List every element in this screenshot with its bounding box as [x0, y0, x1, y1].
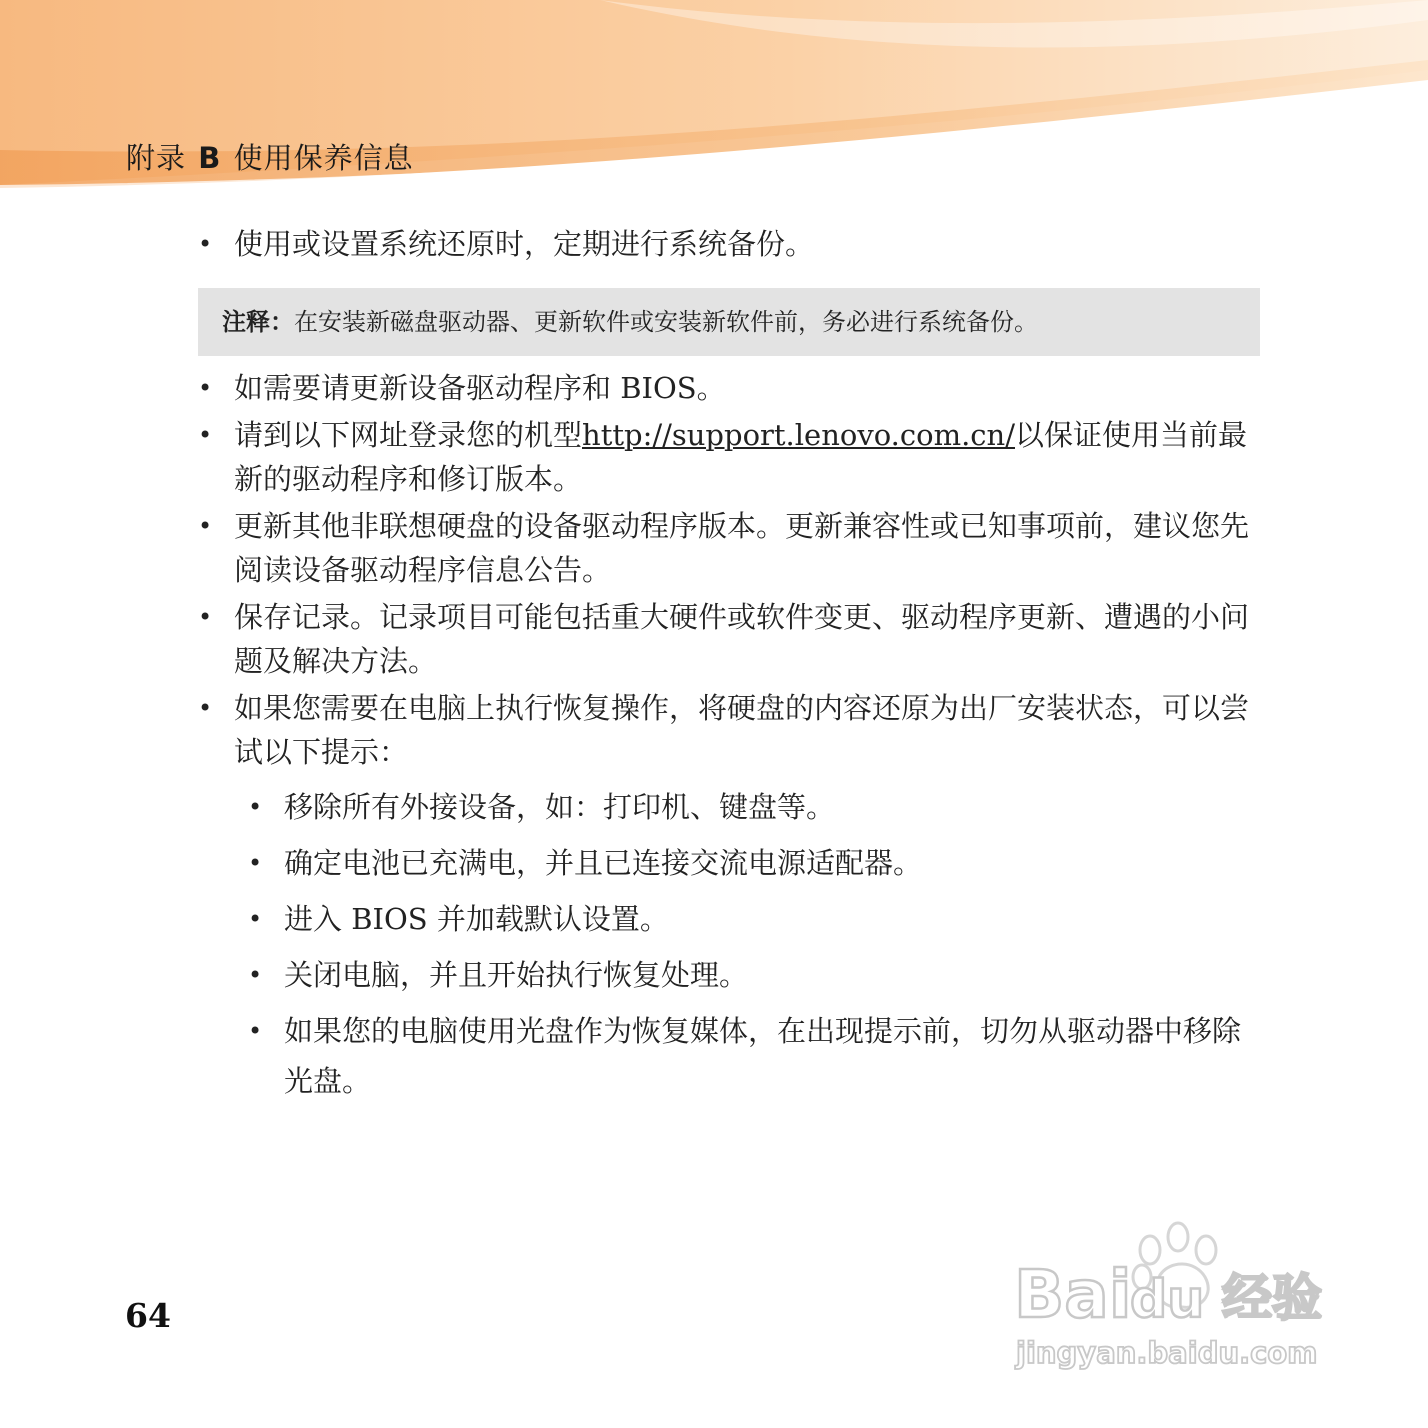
list-item — [198, 686, 1260, 1106]
header-letter: B — [198, 141, 222, 175]
bullet-list-top — [198, 222, 1260, 266]
header-suffix: 使用保养信息 — [233, 141, 414, 175]
note-text: 在安装新磁盘驱动器、更新软件或安装新软件前，务必进行系统备份。 — [294, 308, 1038, 336]
list-item: • 保存记录。记录项目可能包括重大硬件或软件变更、驱动程序更新、遭遇的小问题及解决方法。 — [198, 595, 1260, 683]
baidu-watermark-logo — [1010, 1215, 1350, 1375]
watermark-brand-right: du — [1130, 1270, 1205, 1330]
item-text: 如果您需要在电脑上执行恢复操作，将硬盘的内容还原为出厂安装状态，可以尝试以下提示： — [234, 691, 1250, 769]
sub-list-item: • 如果您的电脑使用光盘作为恢复媒体，在出现提示前，切勿从驱动器中移除光盘。 — [232, 1006, 1260, 1106]
watermark-url: jingyan.baidu.com — [1016, 1336, 1318, 1370]
sub-list-item: • 确定电池已充满电，并且已连接交流电源适配器。 — [232, 838, 1260, 888]
header-prefix: 附录 — [126, 141, 187, 175]
list-item — [198, 413, 1260, 501]
list-item: • 使用或设置系统还原时，定期进行系统备份。 — [198, 222, 1260, 266]
sub-bullet-list — [234, 782, 1260, 1106]
bullet-list — [198, 366, 1260, 1106]
list-item: • 更新其他非联想硬盘的设备驱动程序版本。更新兼容性或已知事项前，建议您先阅读设备驱动程序信息公告。 — [198, 504, 1260, 592]
item-text: 以保证使用当前最新的驱动程序和修订版本。 — [234, 418, 1248, 496]
sub-list-item: • 移除所有外接设备，如：打印机、键盘等。 — [232, 782, 1260, 832]
watermark-brand-left: Bai — [1014, 1256, 1132, 1333]
section-header — [126, 136, 414, 177]
main-content — [198, 222, 1260, 1112]
support-link[interactable]: http://support.lenovo.com.cn/ — [582, 418, 1015, 452]
page-number: 64 — [125, 1296, 171, 1335]
list-item: • 如需要请更新设备驱动程序和 BIOS。 — [198, 366, 1260, 410]
sub-list-item: • 进入 BIOS 并加载默认设置。 — [232, 894, 1260, 944]
note-box — [198, 288, 1260, 356]
note-label: 注释： — [222, 308, 294, 336]
sub-list-item: • 关闭电脑，并且开始执行恢复处理。 — [232, 950, 1260, 1000]
watermark-brand-cn: 经验 — [1222, 1269, 1322, 1327]
item-text: 请到以下网址登录您的机型 — [234, 418, 583, 452]
